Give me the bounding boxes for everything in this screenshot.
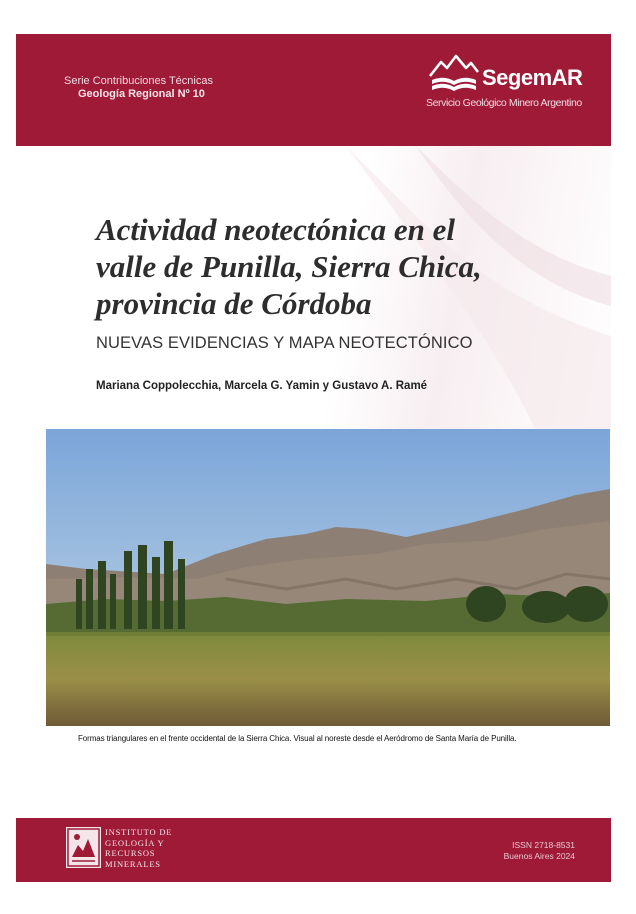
- institute-line: MINERALES: [105, 858, 161, 869]
- institute-line: RECURSOS: [105, 848, 156, 858]
- cover-page: [16, 34, 611, 882]
- cover-photo: [46, 429, 610, 726]
- series-number: Geología Regional Nº 10: [78, 88, 205, 100]
- mountain-book-icon: [426, 50, 482, 96]
- issn: ISSN 2718-8531: [512, 840, 575, 850]
- segemar-logo: [426, 50, 586, 120]
- igrm-emblem-icon: [66, 827, 101, 868]
- publication-info: [504, 840, 575, 862]
- authors: Mariana Coppolecchia, Marcela G. Yamin y Gustavo A. Ramé: [96, 380, 428, 392]
- cover-title: Actividad neotectónica en el valle de Punilla, Sierra Chica, provincia de Córdoba: [96, 212, 482, 321]
- institute-line: INSTITUTO DE: [105, 827, 173, 837]
- photo-caption: Formas triangulares en el frente occidental de la Sierra Chica. Visual al noreste desde el Aeródromo de Santa María de Punilla.: [78, 734, 517, 743]
- cover-subtitle: NUEVAS EVIDENCIAS Y MAPA NEOTECTÓNICO: [96, 334, 473, 352]
- logo-subtitle: Servicio Geológico Minero Argentino: [426, 97, 582, 109]
- place-year: Buenos Aires 2024: [503, 851, 575, 861]
- series-name: Serie Contribuciones Técnicas: [64, 75, 213, 87]
- institute-line: GEOLOGÍA Y: [105, 837, 165, 848]
- institute-name: [105, 827, 172, 869]
- footer-band: [16, 818, 611, 882]
- header-band: [16, 34, 611, 146]
- series-label: [64, 75, 213, 101]
- logo-name: SegemAR: [482, 65, 583, 90]
